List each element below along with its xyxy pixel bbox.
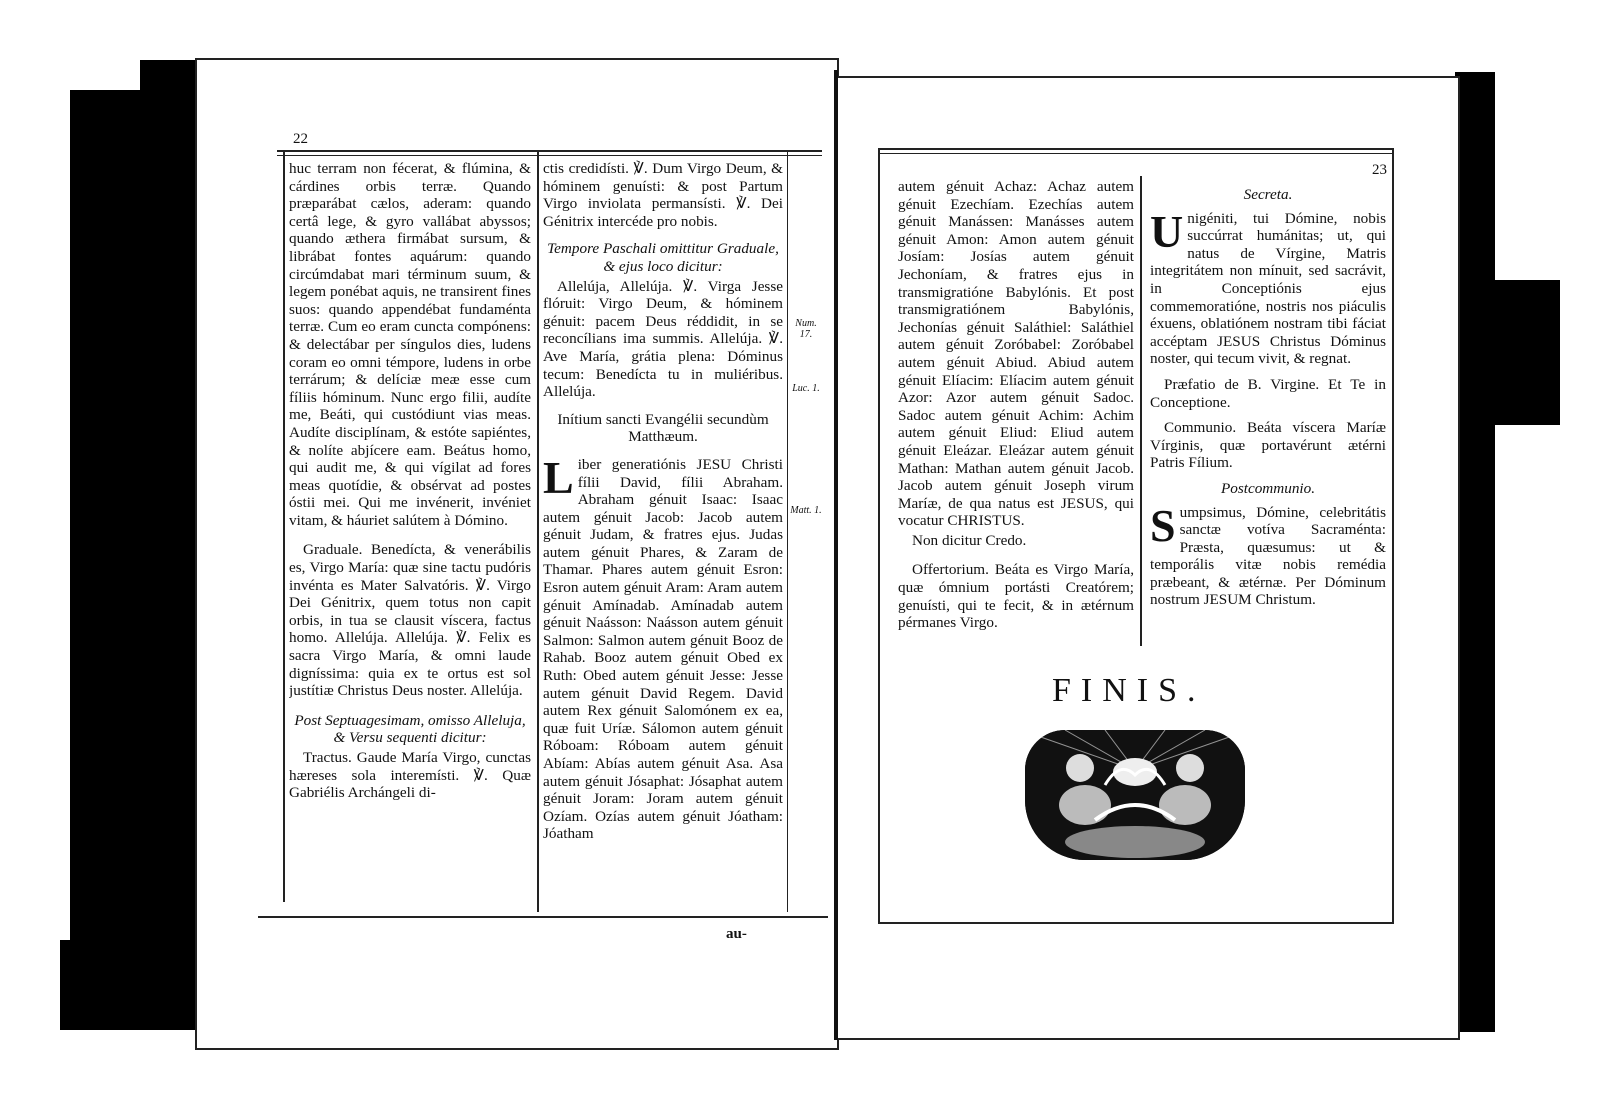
gospel-text [543, 451, 783, 843]
postcommunio-heading: Postcommunio. [1220, 479, 1316, 497]
secreta-text [1150, 205, 1386, 368]
paragraph: autem génuit Achaz: Achaz autem génuit Ezechíam. Ezechías autem génuit Manássen: Manásses autem génuit Amon: Amon autem génuit Josíam: Josías autem génuit Jechoníam, & fratres ejus in transmigratióne Babylónis. Et post transmigratiónem Babylónis, Jechonías génuit Saláthiel: Saláthiel autem génuit Zoróbabel: Zoróbabel autem génuit Abiud. Abiud autem génuit Elíacim: Elíacim autem génuit Azor: Azor autem génuit Sadoc. Sadoc autem génuit Achim: Achim autem génuit Eliud: Eliud autem génuit Eleázar. Eleázar autem génuit Mathan: Mathan autem génuit Jacob. Jacob autem génuit Joseph virum Maríæ, de qua natus est JESUS, qui vocatur CHRISTUS. [898, 178, 1134, 530]
bottom-left-shadow [60, 940, 200, 1030]
paragraph: ctis credidísti. ℣. Dum Virgo Deum, & hóminem genuísti: & post Partum Virgo inviolata permansísti. ℣. Dei Génitrix intercéde pro nobis. [543, 160, 783, 230]
rubric: Post Septuagesimam, omisso Alleluja, & Versu sequenti dicitur: [294, 711, 526, 747]
left-bottom-rule [258, 916, 828, 918]
right-left-border [878, 148, 880, 923]
margin-note-num: Num. 17. [795, 318, 817, 340]
right-top-rule [878, 148, 1393, 150]
right-outer-border [1392, 148, 1394, 923]
right-cover-shadow [1455, 72, 1495, 1032]
left-column-1 [289, 160, 531, 905]
postcommunio-body: umpsimus, Dómine, celebritátis sanctæ votíva Sacraménta: Præsta, quæsumus: ut & temporális vitæ nobis remédia præbeant, & ætérnæ. Per Dóminum nostrum JESUM Christum. [1150, 503, 1386, 609]
margin-note-luc: Luc. 1. [792, 383, 820, 394]
rubric: Tempore Paschali omittitur Graduale, & ejus loco dicitur: [547, 240, 779, 275]
left-column-2 [543, 160, 783, 910]
paragraph: Tractus. Gaude María Virgo, cunctas hæreses sola interemísti. ℣. Quæ Gabriélis Archángeli di- [289, 749, 531, 802]
drop-cap: L [543, 451, 574, 503]
paragraph: Graduale. Benedícta, & venerábilis es, Virgo María: quæ sine tactu pudóris invénta es Mater Salvatóris. ℣. Virgo Dei Génitrix, quem totus non capit orbis, in tua se clausit víscera, factus homo. Allelúja. Allelúja. ℣. Felix es sacra Virgo María, & omni laude digníssima: quia ex te ortus est sol justítiæ Christus Deus noster. Allelúja. [289, 541, 531, 700]
right-column-2 [1150, 186, 1386, 656]
right-tab-shadow [1490, 280, 1560, 425]
left-top-rule [277, 150, 822, 152]
drop-cap: S [1150, 499, 1176, 551]
finis-title: FINIS. [1052, 672, 1206, 709]
rubric: Non dicitur Credo. [912, 531, 1027, 549]
cherub-vignette-image [1025, 730, 1245, 860]
right-column-1 [898, 178, 1134, 648]
postcommunio-text [1150, 499, 1386, 610]
drop-cap: U [1150, 205, 1184, 257]
secreta-heading: Secreta. [1243, 186, 1293, 203]
gospel-body: iber generatiónis JESU Christi fílii David, fílii Abraham. Abraham génuit Isaac: Isaac autem génuit Jacob: Jacob autem génuit Judam, & fratres ejus. Judas autem génuit Phares, & Zaram de Thamar. Phares autem génuit Esron: Esron autem génuit Aram: Aram autem génuit Amínadab. Amínadab autem génuit Naásson: Naásson autem génuit Salmon: Salmon autem génuit Booz de Rahab. Booz autem génuit Obed ex Ruth: Obed autem génuit Jesse: Jesse autem génuit David Regem. David autem Rex génuit Salomónem ex ea, quæ fuit Uríæ. Sálomon autem génuit Róboam: Róboam autem génuit Abíam: Abías autem génuit Asa. Asa autem génuit Jósaphat: Jósaphat autem génuit Joram: Joram autem génuit Ozíam. Ozías autem génuit Jóatham: Jóatham [543, 455, 783, 843]
gutter [834, 70, 838, 1040]
vignette-art [1025, 730, 1245, 860]
offertory: Offertorium. Beáta es Virgo María, quæ ómnium portásti Creatórem; genuísti, qui te fecit, & in ætérnum pérmanes Virgo. [898, 561, 1134, 632]
left-binding-shadow [70, 90, 215, 1010]
right-bottom-rule [878, 922, 1394, 924]
left-top-rule-inner [277, 155, 822, 156]
secreta-body: nigéniti, tui Dómine, nobis succúrrat humánitas; ut, qui natus de Vírgine, Matris integritátem non mínuit, sed sacrávit, in Conceptiónis ejus commemoratióne, nostris nos piáculis éxuens, oblatiónem nostram tibi fáciat accéptam JESUS Christus Dóminus noster, qui tecum vivit, & regnat. [1150, 209, 1386, 368]
preface-note: Præfatio de B. Virgine. Et Te in Conceptione. [1150, 375, 1386, 411]
right-column-divider [1140, 176, 1142, 646]
left-outer-border [283, 150, 285, 902]
left-right-border [787, 152, 788, 912]
gospel-heading: Inítium sancti Evangélii secundùm Matthæum. [557, 410, 769, 446]
catchword: au- [726, 926, 747, 942]
right-top-rule-inner [878, 153, 1393, 154]
communio: Communio. Beáta víscera Maríæ Vírginis, quæ portavérunt ætérni Patris Fílium. [1150, 419, 1386, 472]
paragraph: huc terram non fécerat, & flúmina, & cárdines orbis terræ. Quando præparábat cælos, aderam: quando certâ lege, & gyro vallábat abyssos; quando æthera firmábat sursum, & librábat fontes aquárum: quando circúmdabat mari términum suum, & legem ponébat aquis, ne transirent fines suos: quando appendébat fundaménta terræ. Cum eo eram cuncta compónens: & delectábar per síngulos dies, ludens coram eo omni témpore, ludens in orbe terrárum; & delíciæ meæ esse cum fíliis hóminum. Nunc ergo filii, audíte me, Beáti, qui custódiunt vias meas. Audíte disciplínam, & estóte sapiéntes, & nolíte abjícere eam. Beátus homo, qui audit me, & qui vígilat ad fores meas quotídie, & obsérvat ad postes óstii mei. Qui me invénerit, invéniet vitam, & háuriet salútem à Dómino. [289, 160, 531, 529]
left-column-divider [537, 152, 539, 912]
right-page-number: 23 [1372, 162, 1387, 178]
left-page-number: 22 [293, 131, 308, 147]
margin-note-matt: Matt. 1. [790, 505, 822, 516]
paragraph: Allelúja, Allelúja. ℣. Virga Jesse flóruit: Virgo Deum, & hóminem génuit: pacem Deus réddidit, in se reconcílians ima summis. Allelúja. ℣. Ave María, grátia plena: Dóminus tecum: Benedícta tu in muliéribus. Allelúja. [543, 277, 783, 401]
